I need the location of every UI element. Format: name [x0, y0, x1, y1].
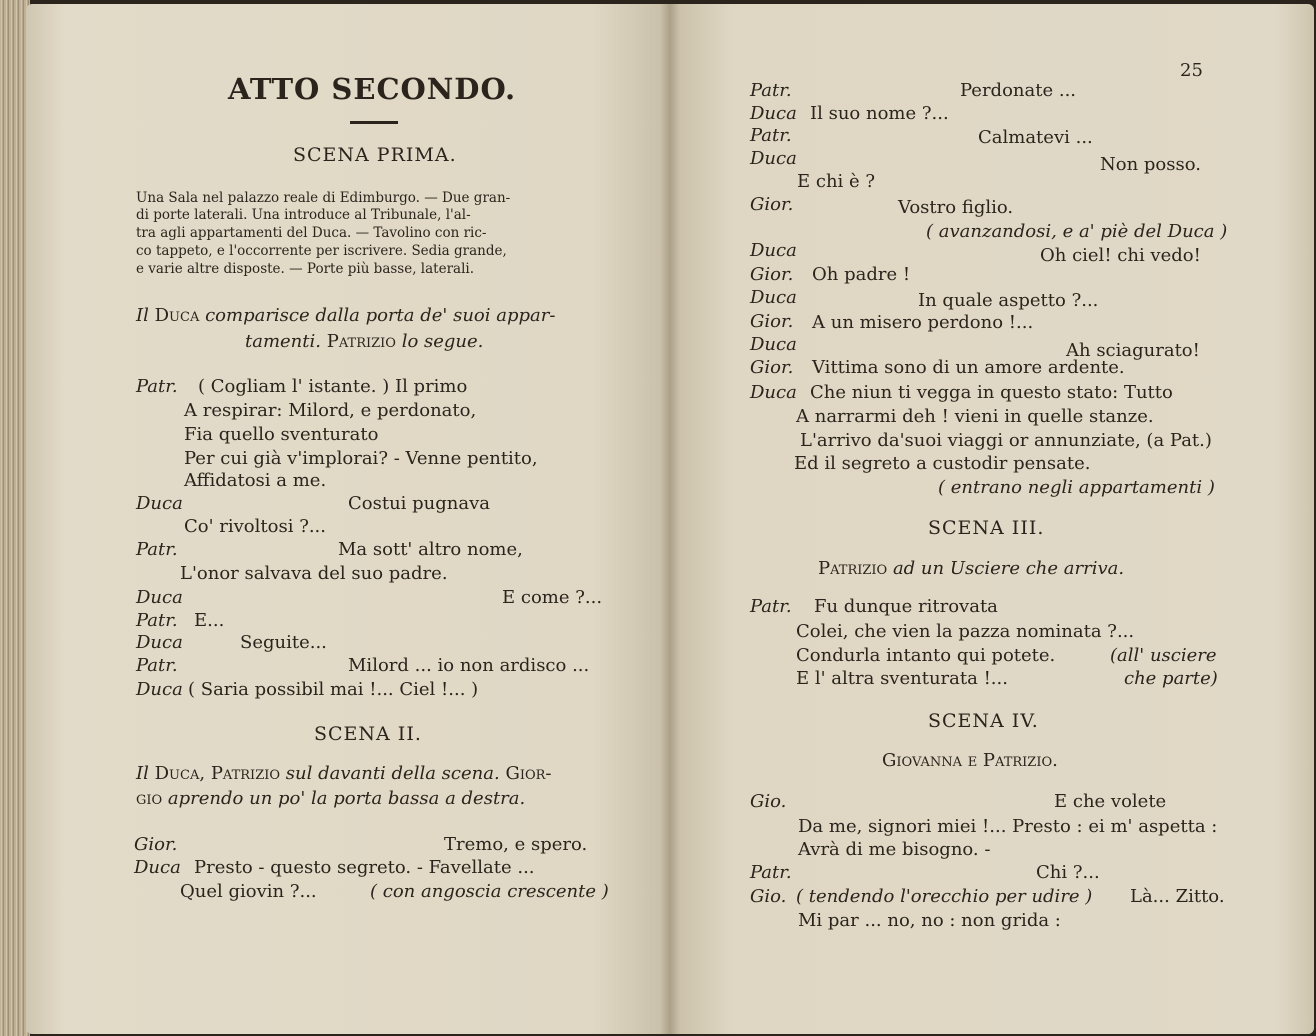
character-name: Patrizio: [326, 331, 396, 352]
speaker-label: Patr.: [750, 596, 792, 617]
dialogue-line: Colei, che vien la pazza nominata ?...: [796, 621, 1135, 642]
stage-direction-3: [818, 558, 1124, 579]
stage-description-line: e varie altre disposte. — Porte più basse, laterali.: [136, 261, 475, 277]
dialogue-line: Co' rivoltosi ?...: [184, 516, 327, 537]
stage-direction-1: [136, 305, 555, 326]
dialogue-line: Perdonate ...: [960, 80, 1077, 101]
dialogue-line: Che niun ti vegga in questo stato: Tutto: [810, 382, 1173, 403]
dialogue-line: Ed il segreto a custodir pensate.: [794, 453, 1091, 474]
stage-description-line: Una Sala nel palazzo reale di Edimburgo. — Due gran-: [136, 190, 511, 206]
direction-text: tamenti.: [245, 331, 321, 352]
character-name: Duca: [154, 305, 200, 326]
speaker-label: Duca: [750, 334, 797, 355]
speaker-label: Duca: [136, 587, 183, 608]
stage-aside: ( tendendo l'orecchio per udire ): [796, 886, 1093, 907]
stage-direction-4: Giovanna e Patrizio.: [882, 750, 1058, 771]
speaker-label: Gio.: [750, 791, 787, 812]
stage-description-line: tra agli appartamenti del Duca. — Tavolino con ric-: [136, 225, 487, 241]
stage-aside: ( avanzandosi, e a' piè del Duca ): [926, 221, 1228, 242]
book-gutter: [660, 4, 680, 1034]
dialogue-line: E come ?...: [502, 587, 603, 608]
dialogue-line: In quale aspetto ?...: [918, 290, 1099, 311]
speaker-label: Gior.: [750, 264, 794, 285]
speaker-label: Duca: [136, 632, 183, 653]
dialogue-line: Là... Zitto.: [1130, 886, 1225, 907]
dialogue-line: E l' altra sventurata !...: [796, 668, 1008, 689]
dialogue-line: Chi ?...: [1036, 862, 1100, 883]
act-title: ATTO SECONDO.: [228, 72, 517, 106]
dialogue-line: Per cui già v'implorai? - Venne pentito,: [184, 448, 538, 469]
dialogue-line: Vostro figlio.: [898, 197, 1014, 218]
direction-word: Il: [136, 305, 149, 326]
dialogue-line: Seguite...: [240, 632, 327, 653]
scene-heading-1: SCENA PRIMA.: [293, 144, 457, 166]
punct: ,: [199, 763, 206, 784]
dialogue-line: Tremo, e spero.: [444, 834, 588, 855]
character-name: Patrizio: [210, 763, 281, 784]
direction-text: comparisce dalla porta de' suoi appar-: [205, 305, 556, 326]
dialogue-line: E che volete: [1054, 791, 1167, 812]
speaker-label: Duca: [750, 287, 797, 308]
speaker-label: Gio.: [750, 886, 787, 907]
character-name: Patrizio: [818, 558, 888, 579]
speaker-label: Patr.: [750, 80, 792, 101]
character-name: Gior-: [505, 763, 552, 784]
scene-heading-4: SCENA IV.: [928, 710, 1039, 732]
dialogue-line: Quel giovin ?...: [180, 881, 317, 902]
direction-text: sul davanti della scena.: [285, 763, 500, 784]
dialogue-line: Costui pugnava: [348, 493, 491, 514]
speaker-label: Duca: [136, 679, 183, 700]
dialogue-line: Affidatosi a me.: [184, 470, 327, 491]
dialogue-line: L'arrivo da'suoi viaggi or annunziate, (a Pat.): [800, 430, 1212, 451]
dialogue-line: ( Saria possibil mai !... Ciel !... ): [188, 679, 479, 700]
speaker-label: Patr.: [136, 539, 178, 560]
speaker-label: Duca: [136, 493, 183, 514]
scene-heading-2: SCENA II.: [314, 723, 422, 745]
direction-text: lo segue.: [401, 331, 484, 352]
dialogue-line: A respirar: Milord, e perdonato,: [184, 400, 477, 421]
dialogue-line: Calmatevi ...: [978, 127, 1093, 148]
speaker-label: Duca: [750, 382, 797, 403]
stage-direction-1b: [245, 331, 483, 352]
dialogue-line: E chi è ?: [797, 171, 876, 192]
dialogue-line: ( Cogliam l' istante. ) Il primo: [198, 376, 468, 397]
dialogue-line: Condurla intanto qui potete.: [796, 645, 1056, 666]
stage-aside: ( con angoscia crescente ): [370, 881, 609, 902]
dialogue-line: Ma sott' altro nome,: [338, 539, 523, 560]
dialogue-line: Milord ... io non ardisco ...: [348, 655, 590, 676]
speaker-label: Patr.: [750, 862, 792, 883]
character-name: gio: [136, 788, 163, 809]
speaker-label: Gior.: [750, 194, 794, 215]
speaker-label: Patr.: [750, 125, 792, 146]
speaker-label: Duca: [134, 857, 181, 878]
character-name: Duca: [154, 763, 200, 784]
stage-direction-2b: [136, 788, 525, 809]
dialogue-line: Il suo nome ?...: [810, 103, 949, 124]
dialogue-line: L'onor salvava del suo padre.: [180, 563, 448, 584]
title-rule: [350, 121, 398, 124]
dialogue-line: Mi par ... no, no : non grida :: [798, 910, 1061, 931]
speaker-label: Duca: [750, 103, 797, 124]
speaker-label: Duca: [750, 148, 797, 169]
stage-aside: (all' usciere: [1110, 645, 1217, 666]
speaker-label: Patr.: [136, 376, 178, 397]
direction-word: Il: [136, 763, 149, 784]
dialogue-line: Fu dunque ritrovata: [814, 596, 998, 617]
dialogue-line: Fia quello sventurato: [184, 424, 379, 445]
dialogue-line: Da me, signori miei !... Presto : ei m' aspetta :: [798, 816, 1218, 837]
dialogue-line: E...: [194, 610, 225, 631]
speaker-label: Duca: [750, 240, 797, 261]
speaker-label: Patr.: [136, 610, 178, 631]
speaker-label: Gior.: [134, 834, 178, 855]
stage-aside: ( entrano negli appartamenti ): [938, 477, 1215, 498]
direction-text: ad un Usciere che arriva.: [892, 558, 1125, 579]
stage-direction-2: [136, 763, 551, 784]
dialogue-line: Ah sciagurato!: [1066, 340, 1200, 361]
dialogue-line: Avrà di me bisogno. -: [798, 839, 991, 860]
stage-description-line: di porte laterali. Una introduce al Tribunale, l'al-: [136, 207, 471, 223]
dialogue-line: A un misero perdono !...: [812, 312, 1034, 333]
stage-description-line: co tappeto, e l'occorrente per iscrivere. Sedia grande,: [136, 243, 507, 259]
dialogue-line: Oh padre !: [812, 264, 911, 285]
dialogue-line: A narrarmi deh ! vieni in quelle stanze.: [796, 406, 1154, 427]
dialogue-line: Non posso.: [1100, 154, 1201, 175]
stage-aside: che parte): [1124, 668, 1218, 689]
speaker-label: Gior.: [750, 357, 794, 378]
speaker-label: Patr.: [136, 655, 178, 676]
page-number: 25: [1180, 60, 1203, 81]
dialogue-line: Vittima sono di un amore ardente.: [812, 357, 1125, 378]
direction-text: aprendo un po' la porta bassa a destra.: [167, 788, 526, 809]
dialogue-line: Presto - questo segreto. - Favellate ...: [194, 857, 535, 878]
dialogue-line: Oh ciel! chi vedo!: [1040, 245, 1201, 266]
scene-heading-3: SCENA III.: [928, 517, 1045, 539]
speaker-label: Gior.: [750, 311, 794, 332]
